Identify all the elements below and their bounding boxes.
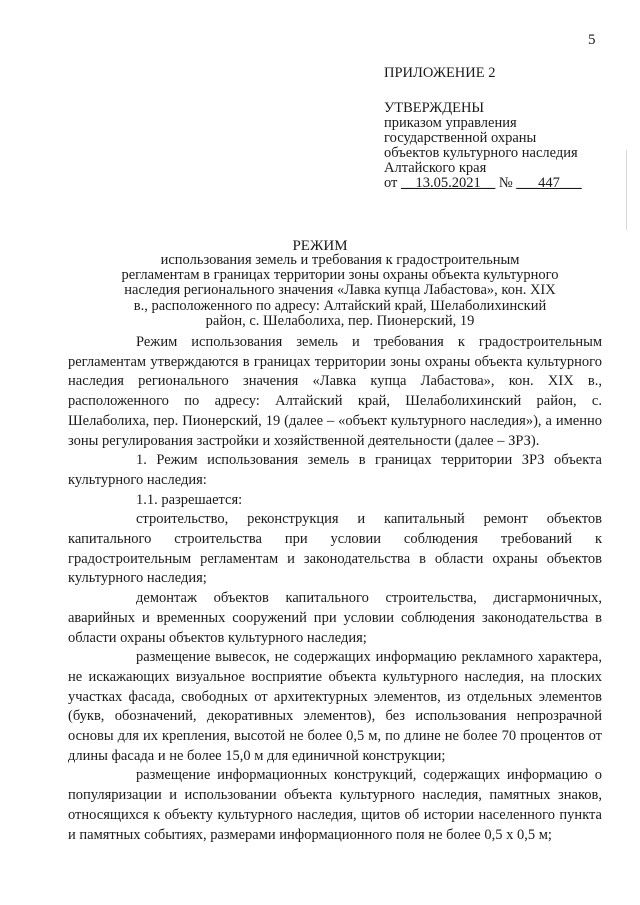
body-paragraph: размещение вывесок, не содержащих информацию рекламного характера, не искажающих визуальное восприятие объекта культурного наследия, на плоских участках фасада, свободных от архитектурных элементов, из отдельных элементов (букв, обозначений, декоративных элементов), без использования непрозрачной основы для их крепления, высотой не более 0,5 м, по длине не более 70 процентов от длины фасада и не более 15,0 м для единичной конструкции; xyxy=(68,649,602,764)
approval-line: государственной охраны xyxy=(384,130,537,146)
document-subtitle: использования земель и требования к градостроительным регламентам в границах территории зоны охраны объекта культурного наследия регионального значения «Лавка купца Лабастова», кон. XIX в., расположенного по адресу: Алтайский край, Шелаболихинский район, с. Шелаболиха, пер. Пионерский, 19 xyxy=(121,252,559,329)
approval-line: Алтайского края xyxy=(384,160,487,176)
body-paragraph: строительство, реконструкция и капитальный ремонт объектов капитального строительства при условии соблюдения требований к градостроительным регламентам и законодательства в области охраны объектов культурного наследия; xyxy=(68,511,602,587)
document-title: РЕЖИМ xyxy=(292,238,348,254)
body-paragraph: Режим использования земель и требования к градостроительным регламентам утверждаются в границах территории зоны охраны объекта культурного наследия регионального значения «Лавка купца Лабастова», кон. XIX в., расположенного по адресу: Алтайский край, Шелаболихинский район, с. Шелаболиха, пер. Пионерский, 19 (далее – «объект культурного наследия»), а именно зоны регулирования застройки и хозяйственной деятельности (далее – ЗРЗ). xyxy=(68,334,602,449)
approved-label: УТВЕРЖДЕНЫ xyxy=(384,100,485,116)
document-body xyxy=(68,333,602,845)
body-paragraph: 1.1. разрешается: xyxy=(136,491,243,508)
approval-date: __13.05.2021__ xyxy=(401,175,496,191)
number-prefix: № xyxy=(498,175,513,191)
page-number: 5 xyxy=(588,32,596,48)
approval-date-line xyxy=(384,176,582,191)
approval-number: ___447___ xyxy=(516,175,582,191)
approval-block xyxy=(384,66,582,191)
body-paragraph: 1. Режим использования земель в границах территории ЗРЗ объекта культурного наследия: xyxy=(68,452,602,488)
date-prefix: от xyxy=(384,175,398,191)
approval-line: приказом управления xyxy=(384,115,517,131)
scan-edge-mark xyxy=(626,150,627,230)
body-paragraph: демонтаж объектов капитального строительства, дисгармоничных, аварийных и временных сооружений при условии соблюдения законодательства в области охраны объектов культурного наследия; xyxy=(68,590,602,646)
approval-line: объектов культурного наследия xyxy=(384,145,578,161)
appendix-label: ПРИЛОЖЕНИЕ 2 xyxy=(384,65,496,81)
body-paragraph: размещение информационных конструкций, содержащих информацию о популяризации и использовании объекта культурного наследия, памятных знаков, относящихся к объекту культурного наследия, щитов об истории населенного пункта и памятных событиях, размерами информационного поля не более 0,5 х 0,5 м; xyxy=(68,767,602,843)
